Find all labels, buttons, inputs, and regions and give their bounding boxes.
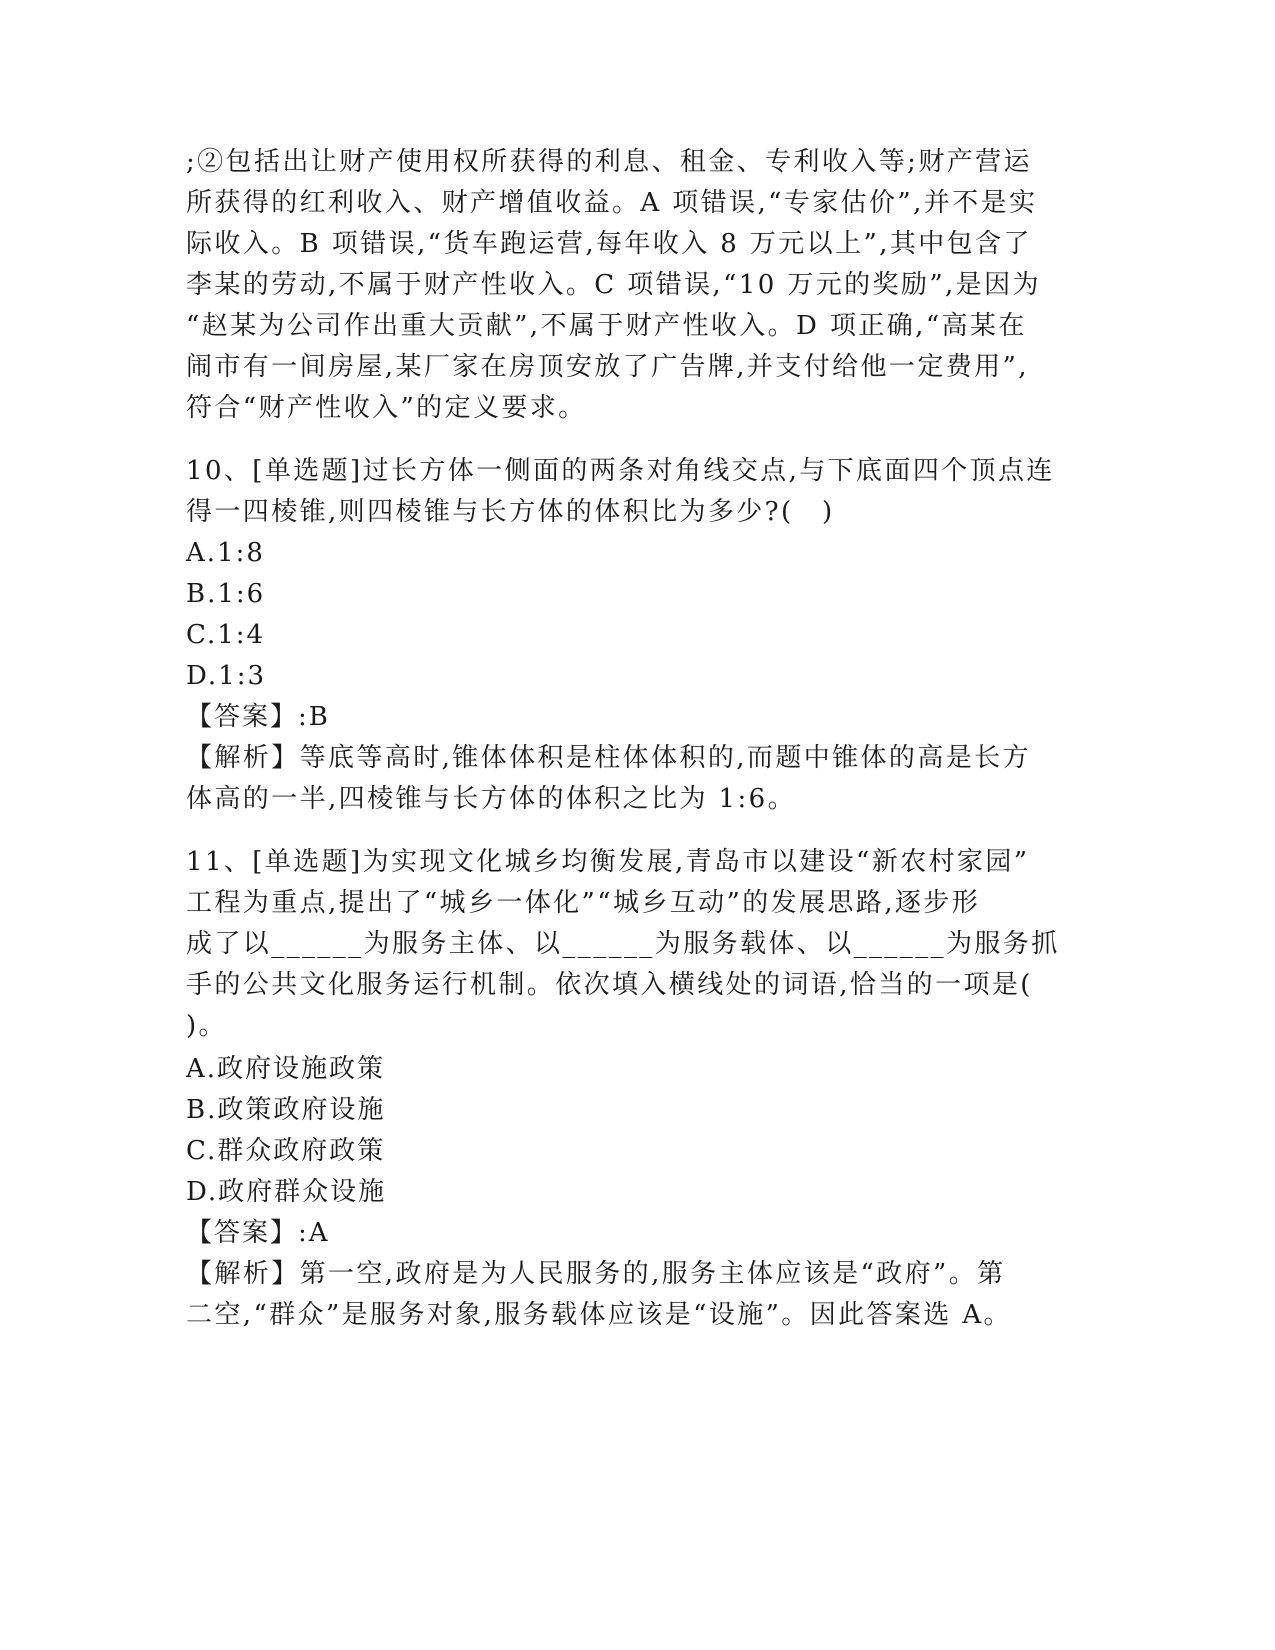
explanation-line: 【解析】第一空,政府是为人民服务的,服务主体应该是“政府”。第: [186, 1259, 1006, 1289]
question-text-line: 得一四棱锥,则四棱锥与长方体的体积比为多少?( ): [186, 497, 835, 527]
explanation-line: 符合“财产性收入”的定义要求。: [186, 393, 587, 423]
option-d: D.1:3: [186, 661, 267, 691]
option-c: C.群众政府政策: [186, 1136, 386, 1166]
explanation-line: 际收入。B 项错误,“货车跑运营,每年收入 8 万元以上”,其中包含了: [186, 229, 1032, 259]
option-b: B.政策政府设施: [186, 1095, 386, 1125]
explanation-line: 所获得的红利收入、财产增值收益。A 项错误,“专家估价”,并不是实: [186, 188, 1038, 218]
question-text-line: )。: [186, 1011, 227, 1041]
explanation-line: “赵某为公司作出重大贡献”,不属于财产性收入。D 项正确,“高某在: [186, 311, 1027, 341]
explanation-line: 闹市有一间房屋,某厂家在房顶安放了广告牌,并支付给他一定费用”,: [186, 352, 1029, 382]
option-a: A.1:8: [186, 538, 265, 568]
explanation-line: 李某的劳动,不属于财产性收入。C 项错误,“10 万元的奖励”,是因为: [186, 270, 1041, 300]
explanation-line: 二空,“群众”是服务对象,服务载体应该是“设施”。因此答案选 A。: [186, 1300, 1012, 1330]
explanation-line: 体高的一半,四棱锥与长方体的体积之比为 1:6。: [186, 784, 796, 814]
question-text-line: 10、[单选题]过长方体一侧面的两条对角线交点,与下底面四个顶点连: [186, 456, 1055, 486]
question-text-line: 11、[单选题]为实现文化城乡均衡发展,青岛市以建设“新农村家园”: [186, 847, 1030, 877]
question-text-line: 成了以______为服务主体、以______为服务载体、以______为服务抓: [186, 929, 1060, 959]
explanation-line: ;②包括出让财产使用权所获得的利息、租金、专利收入等;财产营运: [186, 147, 1032, 177]
question-text-line: 工程为重点,提出了“城乡一体化”“城乡互动”的发展思路,逐步形: [186, 888, 981, 918]
answer-label: 【答案】:B: [186, 702, 330, 732]
option-a: A.政府设施政策: [186, 1054, 386, 1084]
answer-label: 【答案】:A: [186, 1218, 330, 1248]
option-d: D.政府群众设施: [186, 1177, 387, 1207]
question-text-line: 手的公共文化服务运行机制。依次填入横线处的词语,恰当的一项是(: [186, 970, 1033, 1000]
explanation-line: 【解析】等底等高时,锥体体积是柱体体积的,而题中锥体的高是长方: [186, 743, 1031, 773]
option-b: B.1:6: [186, 579, 266, 609]
option-c: C.1:4: [186, 620, 266, 650]
